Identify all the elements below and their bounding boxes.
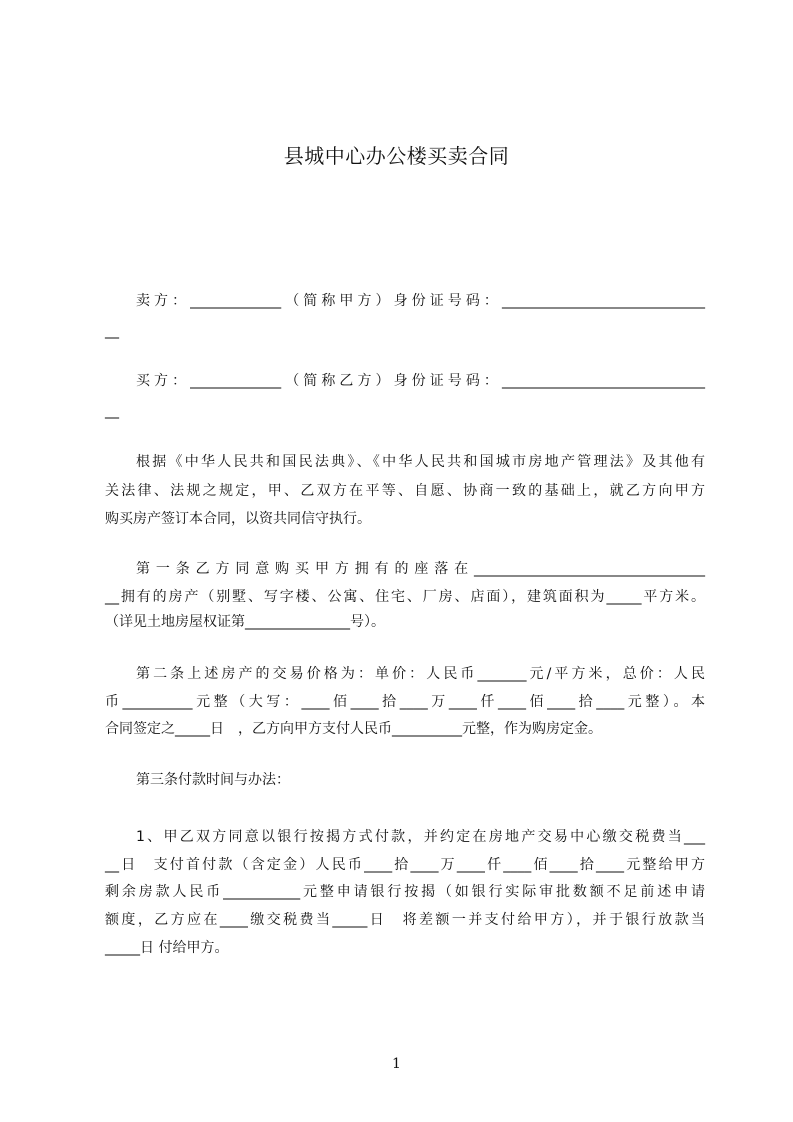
clause-1-line-1: 1、甲乙双方同意以银行按揭方式付款，并约定在房地产交易中心缴交税费当___ xyxy=(136,829,705,845)
preamble-line-2: 关法律、法规之规定，甲、乙双方在平等、自愿、协商一致的基础上，就乙方向甲方 xyxy=(105,483,705,499)
preamble-line-3: 购买房产签订本合同，以资共同信守执行。 xyxy=(105,511,371,527)
article-1-line-3: （详见土地房屋权证第_______________号）。 xyxy=(105,614,385,630)
seller-line-continued: __ xyxy=(105,323,119,339)
clause-1-line-2: __日 支付首付款（含定金）人民币____拾____万____仟____佰____拾____元整给甲方 xyxy=(105,857,705,873)
seller-line: 卖方：_____________（简称甲方）身份证号码：_____________________________ xyxy=(136,293,705,309)
article-2-line-1: 第二条上述房产的交易价格为：单价：人民币_______元/平方米，总价：人民 xyxy=(136,666,705,682)
preamble-line-1: 根据《中华人民共和国民法典》、《中华人民共和国城市房地产管理法》及其他有 xyxy=(136,454,705,470)
article-2-line-3: 合同签定之_____日 ，乙方向甲方支付人民币__________元整，作为购房定金。 xyxy=(105,721,602,737)
article-1-line-2: __拥有的房产（别墅、写字楼、公寓、住宅、厂房、店面），建筑面积为_____平方米。 xyxy=(105,589,705,605)
buyer-line: 买方：_____________（简称乙方）身份证号码：_____________________________ xyxy=(136,373,705,389)
article-1-line-1: 第一条乙方同意购买甲方拥有的座落在_________________________________ xyxy=(136,561,705,577)
clause-1-line-5: _____日 付给甲方。 xyxy=(105,940,229,956)
article-3-heading: 第三条付款时间与办法： xyxy=(136,772,290,788)
page-number: 1 xyxy=(392,1056,401,1072)
clause-1-line-4: 额度，乙方应在____缴交税费当_____日 将差额一并支付给甲方），并于银行放款当 xyxy=(105,912,705,928)
page-title: 县城中心办公楼买卖合同 xyxy=(283,144,510,168)
buyer-line-continued: __ xyxy=(105,403,119,419)
article-2-line-2: 币__________元整（大写：____佰____拾____万____仟____佰____拾____元整）。本 xyxy=(105,694,705,710)
clause-1-line-3: 剩余房款人民币___________元整申请银行按揭（如银行实际审批数额不足前述申请 xyxy=(105,884,705,900)
